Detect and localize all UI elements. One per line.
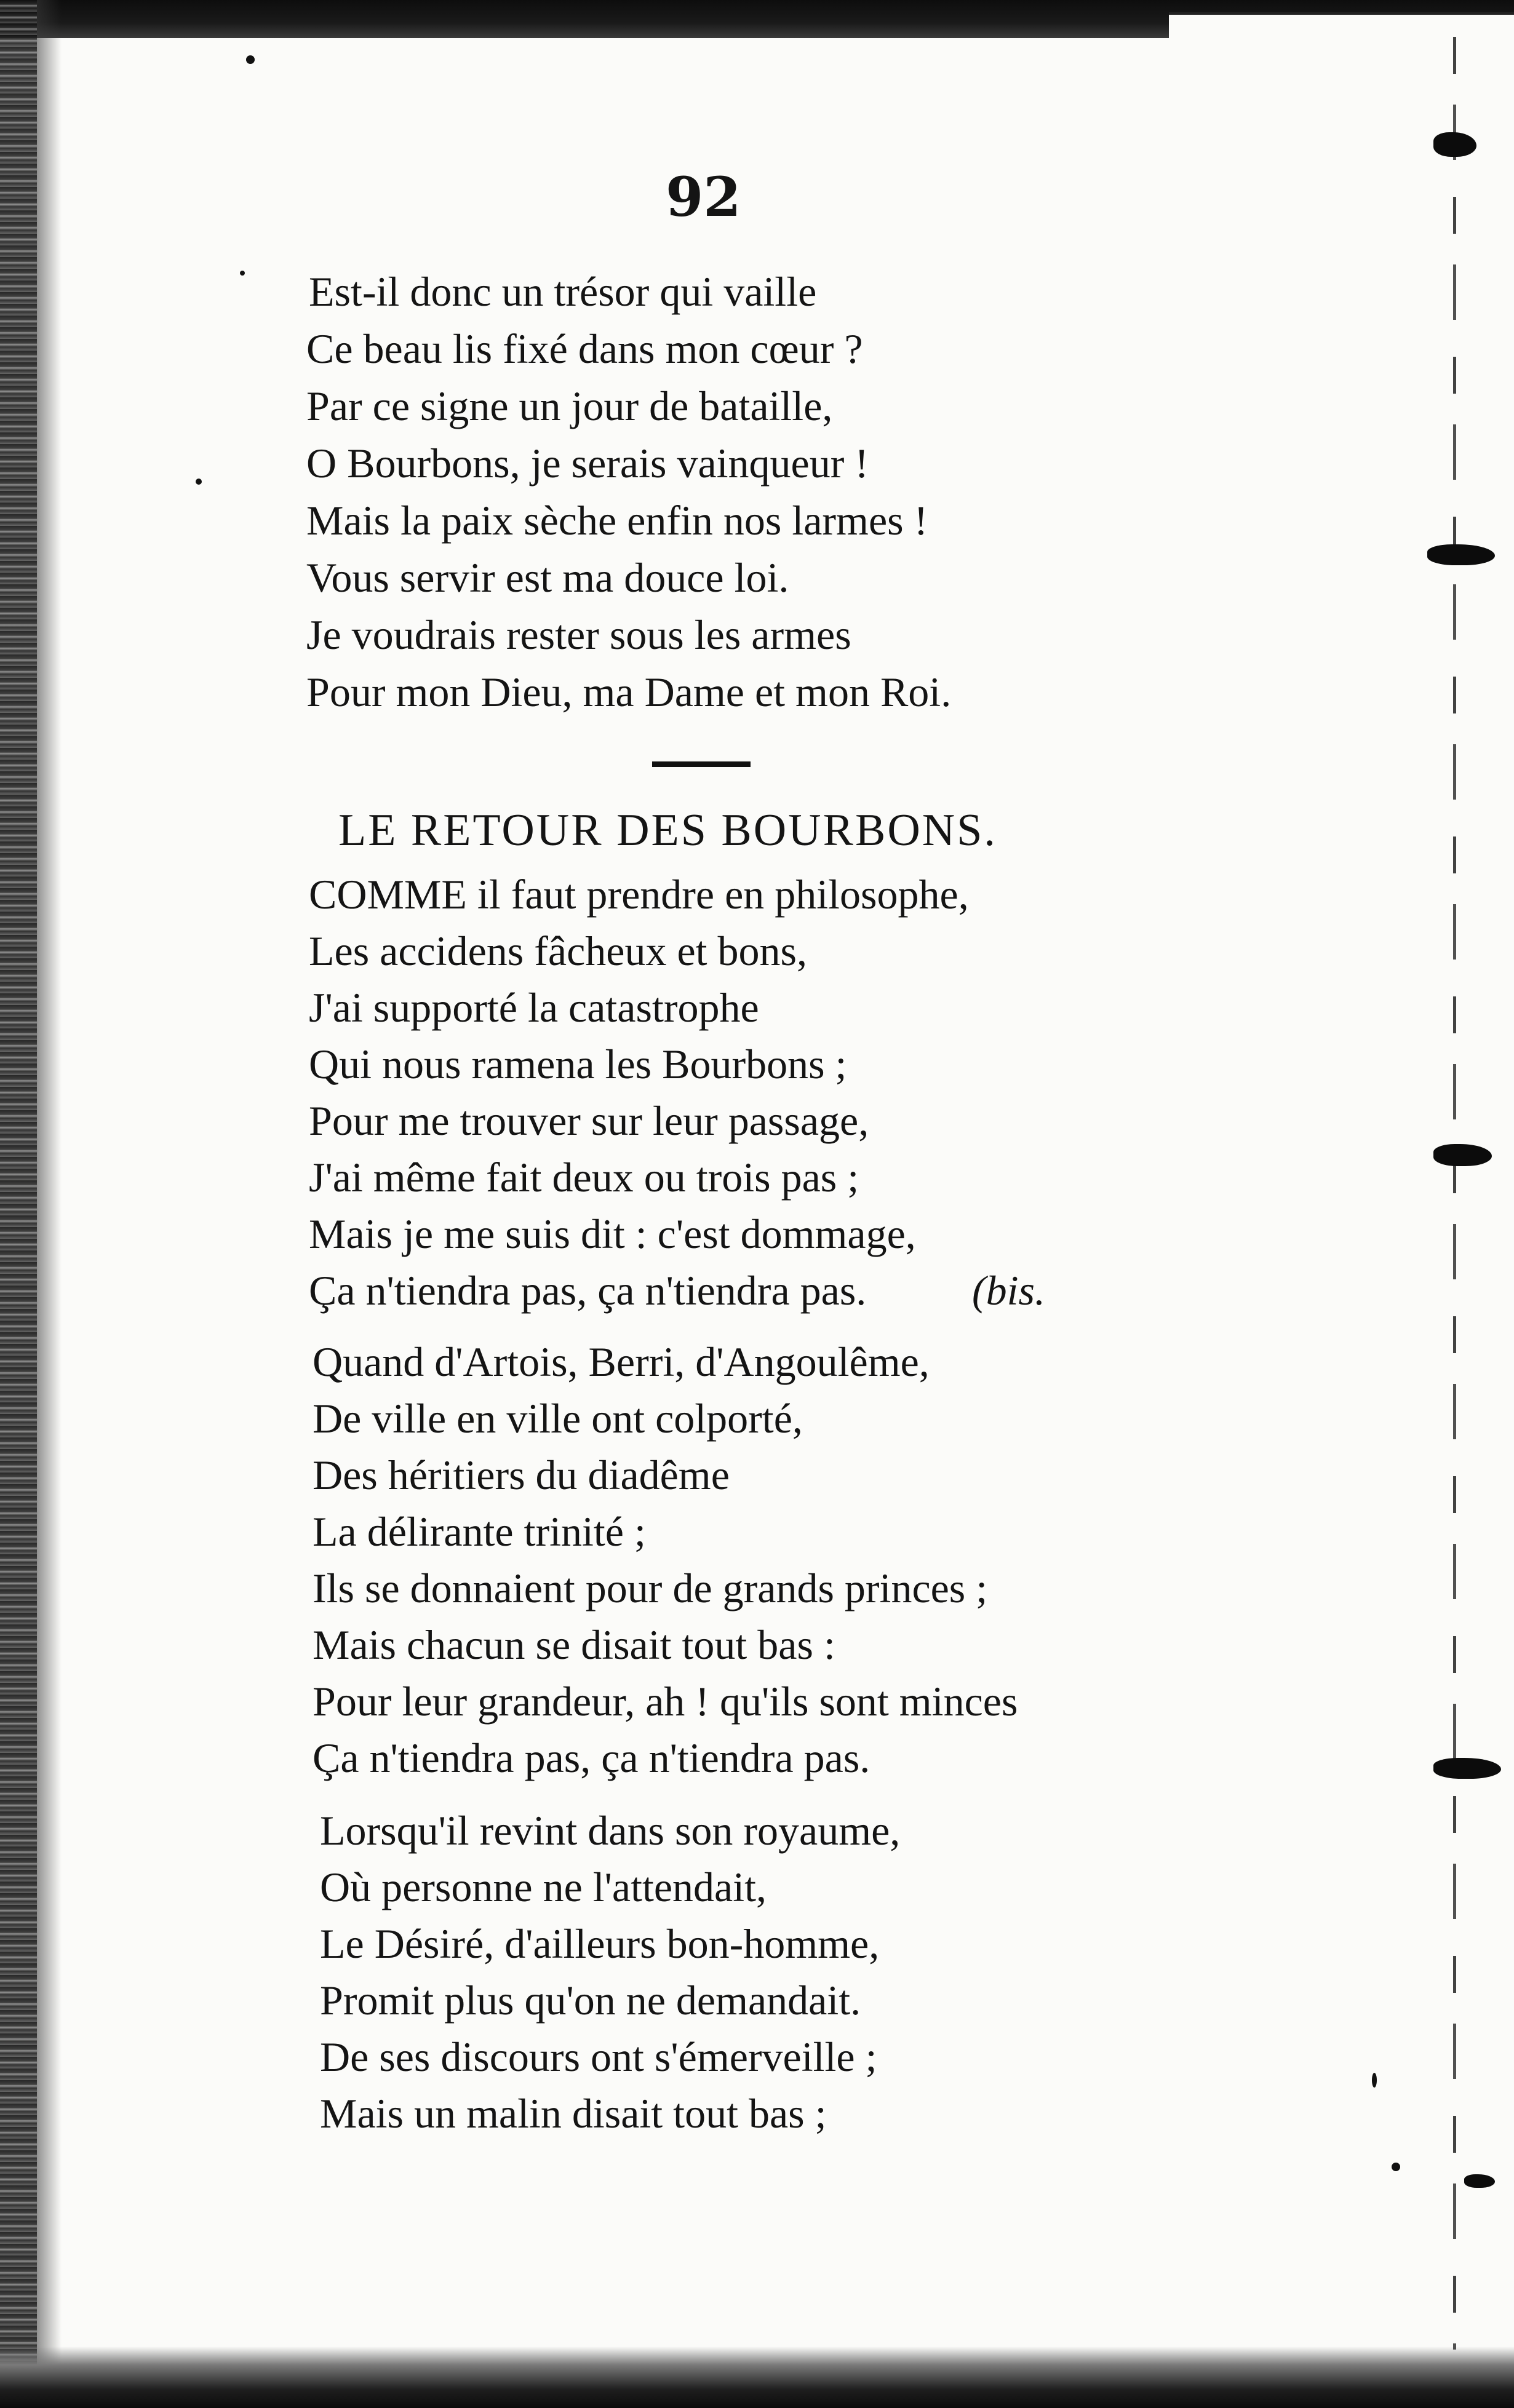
verse-line: Où personne ne l'attendait, bbox=[320, 1864, 767, 1910]
verse-line: Mais je me suis dit : c'est dommage, bbox=[309, 1210, 916, 1257]
verse-line: De ses discours ont s'émerveille ; bbox=[320, 2033, 877, 2080]
verse-line: Mais chacun se disait tout bas : bbox=[313, 1621, 835, 1668]
verse-line: Ils se donnaient pour de grands princes ; bbox=[313, 1565, 988, 1611]
page-number: 92 bbox=[666, 165, 741, 229]
verse-line: Quand d'Artois, Berri, d'Angoulême, bbox=[313, 1338, 930, 1385]
ink-blot bbox=[1433, 1144, 1492, 1166]
verse-line: J'ai même fait deux ou trois pas ; bbox=[309, 1154, 859, 1201]
verse-line: Mais un malin disait tout bas ; bbox=[320, 2090, 827, 2137]
repeat-mark: (bis. bbox=[972, 1267, 1045, 1314]
verse-line: Ce beau lis fixé dans mon cœur ? bbox=[306, 325, 863, 372]
scan-edge-left bbox=[0, 0, 37, 2408]
verse-line: Est-il donc un trésor qui vaille bbox=[309, 268, 817, 315]
verse-line: Pour mon Dieu, ma Dame et mon Roi. bbox=[306, 669, 952, 715]
verse-line: Les accidens fâcheux et bons, bbox=[309, 928, 807, 974]
ink-blot bbox=[1433, 132, 1476, 157]
ink-speck bbox=[1392, 2163, 1400, 2171]
ink-blot bbox=[1464, 2174, 1495, 2188]
verse-line: La délirante trinité ; bbox=[313, 1508, 646, 1555]
ink-blot bbox=[1427, 544, 1495, 565]
verse-line: Ça n'tiendra pas, ça n'tiendra pas. bbox=[313, 1734, 871, 1781]
verse-line: De ville en ville ont colporté, bbox=[313, 1395, 803, 1442]
ink-speck bbox=[196, 479, 202, 485]
verse-line: Pour leur grandeur, ah ! qu'ils sont minces bbox=[313, 1678, 1018, 1725]
song-title: LE RETOUR DES BOURBONS. bbox=[338, 805, 997, 856]
verse-line: Par ce signe un jour de bataille, bbox=[306, 383, 833, 429]
verse-line: COMME il faut prendre en philosophe, bbox=[309, 871, 969, 918]
verse-line: Lorsqu'il revint dans son royaume, bbox=[320, 1807, 901, 1854]
verse-line: O Bourbons, je serais vainqueur ! bbox=[306, 440, 869, 487]
ink-speck bbox=[246, 55, 255, 64]
scan-edge-left-shadow bbox=[37, 0, 62, 2408]
verse-line: Ça n'tiendra pas, ça n'tiendra pas. bbox=[309, 1267, 867, 1314]
ink-speck bbox=[1372, 2073, 1377, 2088]
section-divider bbox=[652, 761, 751, 767]
scan-edge-top-notch bbox=[1169, 12, 1514, 41]
verse-line: Mais la paix sèche enfin nos larmes ! bbox=[306, 497, 928, 544]
scan-edge-right-line bbox=[1453, 37, 1456, 2350]
verse-line: J'ai supporté la catastrophe bbox=[309, 984, 759, 1031]
verse-line: Promit plus qu'on ne demandait. bbox=[320, 1977, 861, 2024]
verse-line: Qui nous ramena les Bourbons ; bbox=[309, 1041, 847, 1087]
ink-blot bbox=[1433, 1758, 1501, 1779]
ink-speck bbox=[240, 271, 245, 276]
verse-line: Vous servir est ma douce loi. bbox=[306, 554, 789, 601]
verse-line: Le Désiré, d'ailleurs bon-homme, bbox=[320, 1920, 880, 1967]
verse-line: Je voudrais rester sous les armes bbox=[306, 611, 851, 658]
verse-line: Pour me trouver sur leur passage, bbox=[309, 1097, 869, 1144]
verse-line: Des héritiers du diadême bbox=[313, 1452, 730, 1498]
scan-edge-bottom bbox=[0, 2346, 1514, 2408]
